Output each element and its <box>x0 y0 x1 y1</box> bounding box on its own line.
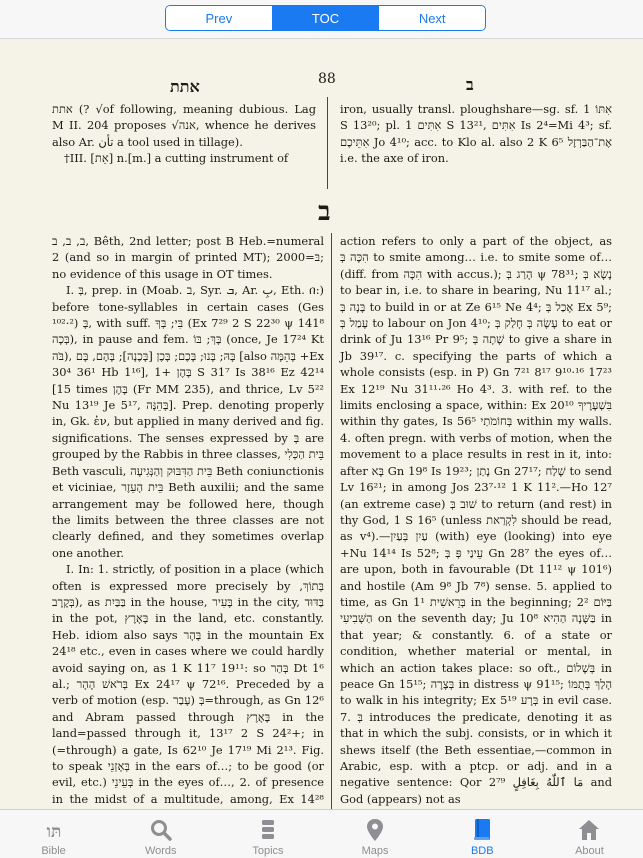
toc-button[interactable]: TOC <box>273 6 380 30</box>
page-header-right: ב <box>466 75 474 94</box>
next-button[interactable]: Next <box>379 6 485 30</box>
tab-label: Bible <box>41 845 66 857</box>
entry-main-left-column <box>52 233 324 809</box>
tab-label: Topics <box>252 845 284 857</box>
map-pin-icon <box>362 817 388 843</box>
entry-paragraph: †III. [אֵת] n.[m.] a cutting instrument of <box>64 151 289 166</box>
entry-top-left-column <box>52 101 316 167</box>
tab-bible[interactable] <box>0 810 107 858</box>
entry-paragraph: action refers to only a part of the object, as הִכָּה בְּ to smite among… i.e. to smite some of… (diff. from הִכָּה with accus.); הָרַג בְּ ψ 78³¹; נָשָׂא בְּ to bear in, i.e. to share in bearing, Nu 11¹⁷ al.; בָּנָה בְּ to build in or at Ze 6¹⁵ Ne 4⁴; אָכַל בְּ Ex 5⁹; עָמַל בְּ to labour on Jon 4¹⁰; עָשָׂה בְּ חָלַק בְּ to eat or drink of Ju 13¹⁶ Pr 9⁵; שָׁתָה בְּ to give a share in Jb 39¹⁷. c. specifying the parts of which a whole consists (esp. in P) Gn 7²¹ 8¹⁷ 9¹⁰·¹⁶ 17²³ Ex 12¹⁹ Nu 31¹¹·²⁶ Ho 4³. 3. with ref. to the limits enclosing a space, within: Ex 20¹⁰ בִּשְׁעָרֶיךָ within thy gates, Is 56⁵ בְּחוֹמֹתַי within my walls. 4. often pregn. with verbs of motion, when the movement to a place results in rest in it, into: after בָּא Gn 19⁸ Is 19²³; נָתַן Gn 27¹⁷; שָׁלַח to send Lv 16²¹; in among Jos 23⁷·¹² 1 K 11².—Ho 12⁷ (an extreme case) שׁוּב בְּ to return (and rest) in thy God, 1 S 16⁵ (unless לִקְרַאת should be read, as v⁴).—עַיִן בְּעַיִן (with) eye (looking) into eye +Nu 14¹⁴ Is 52⁸; עֵינַי פְּ בְּ Gn 28⁷ the eyes of… are upon, both in favourable (Dt 11¹² ψ 101⁶) and hostile (Am 9⁸ Jb 7⁸) sense. 5. applied to time, as Gn 1¹ בְּרֵאשִׁית in the beginning; 2² בַּיּוֹם הַשְּׁבִיעִי on the seventh day; Ju 10⁸ בַּשָּׁנָה הַהִיא in that year; & constantly. 6. of a state or condition, whether material or mental, in which an action takes place: so oft., בְּשָׁלוֹם in peace Gn 15¹⁵; בְּצָרָה in distress ψ 91¹⁵; הָלַךְ בְּתֻמּוֹ to walk in his integrity; Ex 5¹⁹ בְּרָע in evil case. 7. בְּ introduces the predicate, denoting it as that in which the subj. consists, or in which it shews itself (the Beth essentiae,—common in Arabic, esp. with a ptcp. or adj. and in a negative sentence: Qor 2⁷⁹ مَا ٱللّٰهُ بِغَافِلٍ and God (appears) not as <box>340 234 613 806</box>
tab-label: Words <box>144 845 177 857</box>
prev-button[interactable]: Prev <box>166 6 273 30</box>
bdb-book-icon <box>469 817 495 843</box>
search-icon <box>148 817 174 843</box>
page-number: 88 <box>318 71 336 87</box>
tab-words[interactable] <box>107 810 214 858</box>
tab-label: About <box>575 845 604 857</box>
tab-label: Maps <box>361 845 389 857</box>
bible-icon <box>41 817 67 843</box>
entry-paragraph: iron, usually transl. ploughshare—sg. sf. אִתּוֹ 1 S 13²⁰; pl. אִתִּים 1 S 13²¹, אִתִּים Is 2⁴=Mi 4³; sf. אִתֵּיכֶם Jo 4¹⁰; acc. to Klo al. also 2 K 6⁵ אֶת־הַבַּרְזֶל i.e. the axe of iron. <box>340 102 612 166</box>
tab-topics[interactable] <box>214 810 321 858</box>
top-nav-bar <box>0 0 643 39</box>
entry-paragraph: ב, ב, ב, Bêth, 2nd letter; post B Heb.=numeral 2 (and so in margin of printed MT); בּ=2000; no evidence of this usage in OT times. <box>52 234 324 281</box>
entry-paragraph: I. In: 1. strictly, of position in a place (which often is expressed more precisely by בְּתוֹךְ, בְּקֶרֶב), as בַּבַּיִת in the house, בָּעִיר in the city, בַּדּוּד in the pot, בָּאָרֶץ in the land, etc. constantly. Heb. idiom also says בָּהָר in the mountain Ex 24¹⁸ etc., even in cases where we could hardly avoid saying on, as 1 K 11⁷ 19¹¹: so בְּהַר Dt 1⁶ al.; בְּרֹאשׁ הָהָר Ex 24¹⁷ ψ 72¹⁶. Preceded by a verb of motion (esp. עָבַר) בְּ=through, as Gn 12⁶ and Abram passed through בָּאָרֶץ in the land=passed through it, 13¹⁷ 2 S 24²+; in (=through) a gate, Is 62¹⁰ Je 17¹⁹ Mi 2¹³. Fig. to speak בְּאָזְנֵי in the ears of…; to be good (or evil, etc.) בְּעֵינֵי in the eyes of…, 2. of presence in the midst of a multitude, among, Ex 14²⁸ <box>52 562 325 806</box>
tab-maps[interactable] <box>322 810 429 858</box>
column-divider <box>327 97 328 189</box>
section-letter-heading: ב <box>318 197 331 227</box>
tab-bdb[interactable] <box>429 810 536 858</box>
dictionary-page <box>0 39 643 809</box>
entry-paragraph: אתת (? √of following, meaning dubious. Lag M II. 204 proposes √אנה, whence he derives also Ar. تأن a tool used in tillage). <box>52 102 316 149</box>
svg-text:תּו: תּו <box>46 822 61 842</box>
page-nav-segmented-control <box>165 5 486 31</box>
bottom-tab-bar <box>0 809 643 858</box>
page-header-left: אתת <box>170 77 200 96</box>
entry-top-right-column <box>340 101 612 167</box>
tab-label: BDB <box>470 845 494 857</box>
tab-about[interactable] <box>536 810 643 858</box>
column-divider <box>331 233 332 809</box>
topics-icon <box>255 817 281 843</box>
entry-main-right-column <box>340 233 612 807</box>
entry-paragraph: I. בְּ, prep. in (Moab. ב, Syr. ܒ, Ar. بِ, Eth. በ:) before tone-syllables in certain cases (Ges ¹⁰²·²) בָּ, with suff. בִּי; בְּךָ (Ex 7²⁹ 2 S 22³⁰ ψ 141⁸ בְּכָה), in pause and fem. בָּךְ; בּוֹ (once, Je 17²⁴ Kt בֹּה), בָּהּ; בָּנוּ; בָּכֶם; בָּכֶן [בָּכֶנָה]; בָּהֶם, בָּם [also בָּהֵמָּה +Ex 30⁴ 36¹ Hb 1¹⁶], בָּהֶן +1 S 31⁷ Is 38¹⁶ Ez 42¹⁴ [15 times בָּהֶן (Fr MM 235), and thrice, Lv 5²² Nu 13¹⁹ Je 5¹⁷, בָּהֵנָּה]. Prep. denoting properly in, Gk. ἐν, but applied in many derived and fig. significations. The senses expressed by בְּ are grouped by the Rabbis in three classes, בֵּית הַכְּלִי Beth vasculi, בֵּית הַדִּבּוּק וְהַנְּגִיעָה Beth coniunctionis et viciniae, בֵּית הָעֵזֶר Beth auxilii; and the same arrangement may be followed here, though the limits between the three classes are not clearly defined, and they sometimes overlap one another. <box>52 283 325 560</box>
home-icon <box>576 817 602 843</box>
